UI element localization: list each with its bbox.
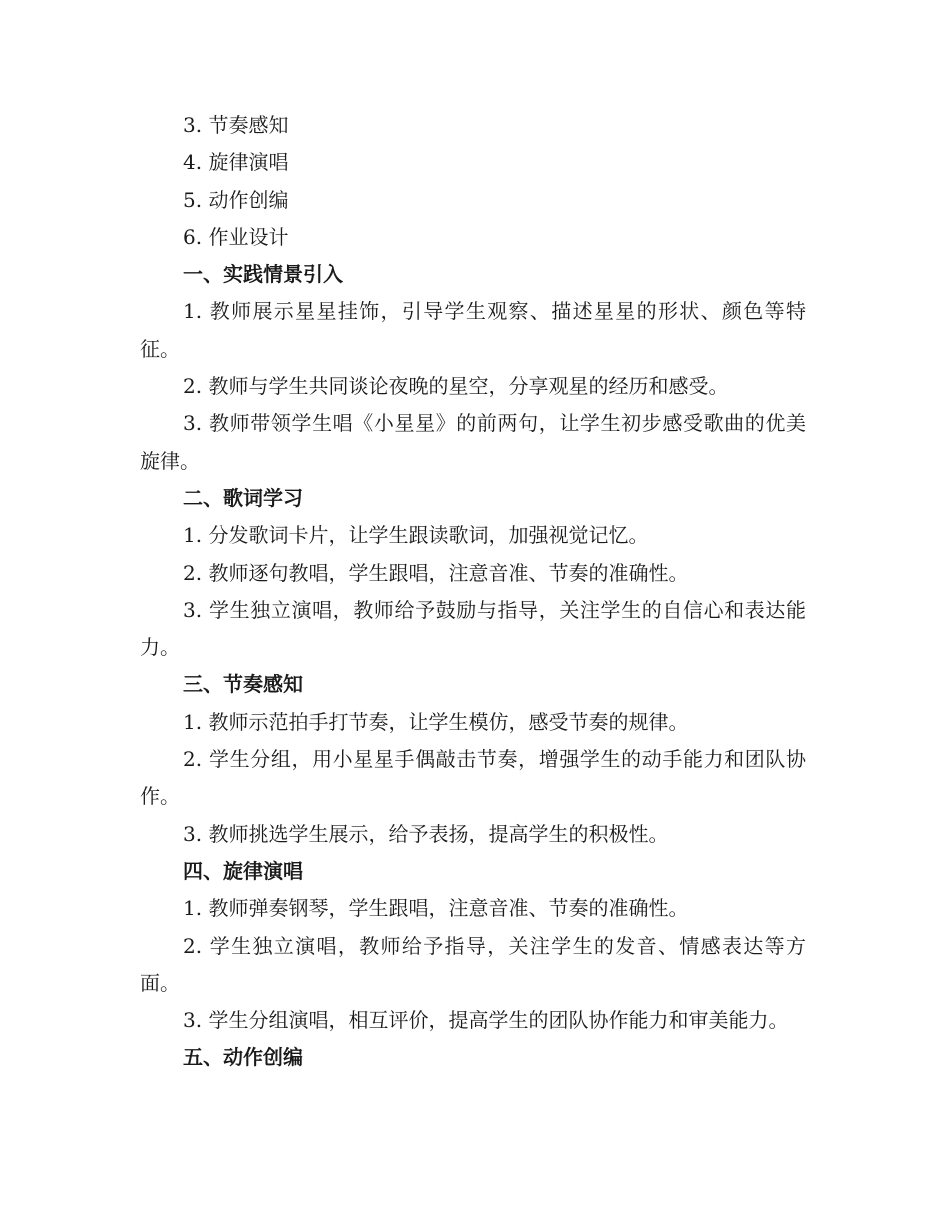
section-item: 3. 学生独立演唱，教师给予鼓励与指导，关注学生的自信心和表达能力。 xyxy=(140,597,806,660)
document-body xyxy=(140,107,806,1077)
section-item: 2. 学生分组，用小星星手偶敲击节奏，增强学生的动手能力和团队协作。 xyxy=(140,747,806,809)
section-item: 1. 教师弹奏钢琴，学生跟唱，注意音准、节奏的准确性。 xyxy=(183,896,689,921)
section-item: 2. 教师与学生共同谈论夜晚的星空，分享观星的经历和感受。 xyxy=(183,374,729,399)
section-item: 3. 学生分组演唱，相互评价，提高学生的团队协作能力和审美能力。 xyxy=(183,1008,789,1033)
section-item: 3. 教师带领学生唱《小星星》的前两句，让学生初步感受歌曲的优美旋律。 xyxy=(140,411,806,473)
section-item: 2. 学生独立演唱，教师给予指导，关注学生的发音、情感表达等方面。 xyxy=(140,933,806,995)
section-heading-melody: 四、旋律演唱 xyxy=(183,858,303,883)
section-heading-lyrics: 二、歌词学习 xyxy=(183,485,303,510)
section-item: 1. 分发歌词卡片，让学生跟读歌词，加强视觉记忆。 xyxy=(183,523,649,548)
section-item: 1. 教师展示星星挂饰，引导学生观察、描述星星的形状、颜色等特征。 xyxy=(140,299,806,361)
intro-list-item: 4. 旋律演唱 xyxy=(183,150,289,175)
section-heading-practice-intro: 一、实践情景引入 xyxy=(183,262,343,287)
section-item: 3. 教师挑选学生展示，给予表扬，提高学生的积极性。 xyxy=(183,821,669,846)
intro-list-item: 5. 动作创编 xyxy=(183,187,289,212)
intro-list-item: 3. 节奏感知 xyxy=(183,113,289,137)
intro-list-item: 6. 作业设计 xyxy=(183,224,289,249)
section-heading-rhythm: 三、节奏感知 xyxy=(183,672,303,697)
section-heading-movement: 五、动作创编 xyxy=(183,1045,303,1070)
section-item: 1. 教师示范拍手打节奏，让学生模仿，感受节奏的规律。 xyxy=(183,709,689,734)
section-item: 2. 教师逐句教唱，学生跟唱，注意音准、节奏的准确性。 xyxy=(183,560,689,585)
